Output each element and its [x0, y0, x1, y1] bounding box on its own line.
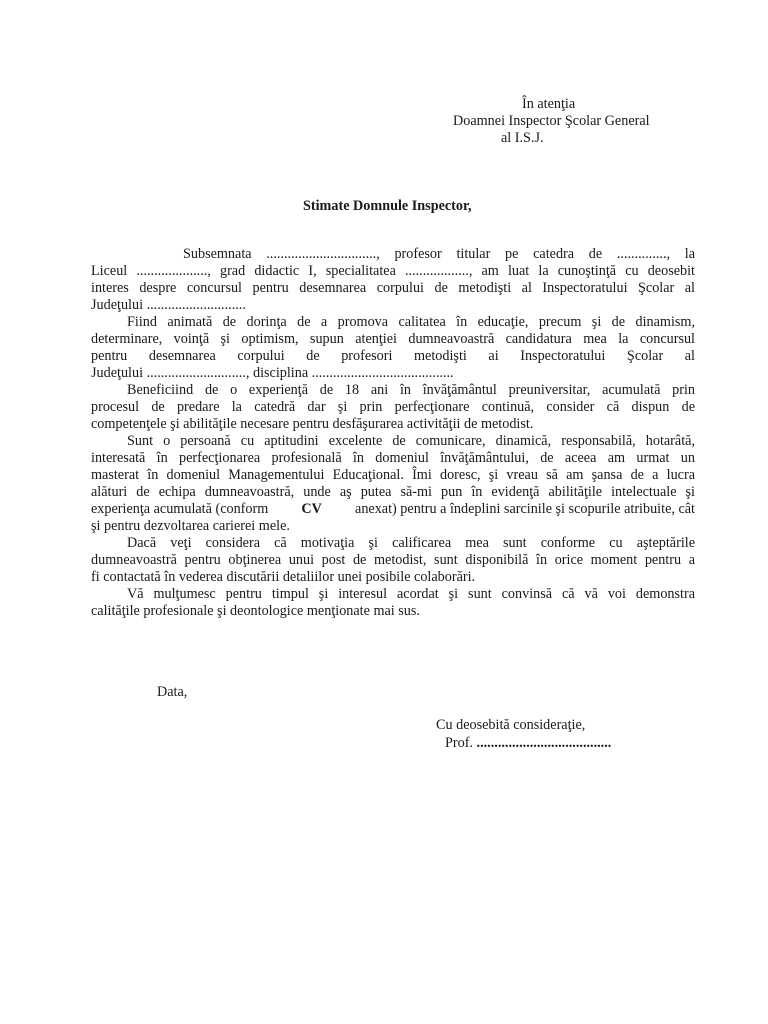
body-line: interes despre concursul pentru desemnarea corpului de metodişti al Inspectoratului Şcolar al [91, 280, 695, 296]
body-line: Vă mulţumesc pentru timpul şi interesul acordat şi sunt convinsă că vă voi demonstra [127, 586, 695, 602]
body-line: Sunt o persoană cu aptitudini excelente de comunicare, dinamică, responsabilă, hotarâtă, [127, 433, 695, 449]
body-line: alături de echipa dumneavoastră, unde aş putea să-mi pun în evidenţă abilităţile intelectuale şi [91, 484, 695, 500]
body-line: Subsemnata ..............................., profesor titular pe catedra de .............., la [183, 246, 695, 262]
date-label: Data, [157, 684, 188, 700]
body-line: dumneavoastră pentru obţinerea unui post de metodist, sunt disponibilă în orice moment pentru a [91, 552, 695, 568]
body-line: Judeţului ............................ [91, 297, 246, 313]
body-line: Dacă veţi considera că motivaţia şi calificarea mea sunt conforme cu aşteptările [127, 535, 695, 551]
body-line: Liceul ...................., grad didactic I, specialitatea .................., am luat la cunoştinţă cu deosebit [91, 263, 695, 279]
body-line: interesată în perfecţionarea profesională în domeniul învăţământului, de aceea am urmat un [91, 450, 695, 466]
recipient-line-1: În atenţia [522, 96, 576, 112]
body-line: Judeţului ............................, disciplina ........................................ [91, 365, 454, 381]
salutation: Stimate Domnule Inspector, [303, 198, 472, 214]
body-line: şi pentru dezvoltarea carierei mele. [91, 518, 290, 534]
body-line: fi contactată în vederea discutării detaliilor unei posibile colaborări. [91, 569, 476, 585]
body-line: calităţile profesionale şi deontologice menţionate mai sus. [91, 603, 420, 619]
body-line: procesul de predare la catedră dar şi prin perfecţionare continuă, consider că dispun de [91, 399, 695, 415]
body-line: determinare, voinţă şi optimism, supun atenţiei dumneavoastră candidatura mea la concursul [91, 331, 695, 347]
cv-emphasis: CV [301, 501, 322, 517]
recipient-line-3: al I.S.J. [501, 130, 544, 146]
body-line: Fiind animată de dorinţa de a promova calitatea în educaţie, precum şi de dinamism, [127, 314, 695, 330]
body-line: pentru desemnarea corpului de profesori metodişti ai Inspectoratului Şcolar al [91, 348, 695, 364]
body-line: competenţele şi abilităţile necesare pentru desfăşurarea activităţii de metodist. [91, 416, 534, 432]
closing-line: Cu deosebită consideraţie, [436, 717, 586, 733]
body-line [91, 502, 695, 516]
body-line: Beneficiind de o experienţă de 18 ani în învăţământul preuniversitar, acumulată prin [127, 382, 695, 398]
recipient-line-2: Doamnei Inspector Şcolar General [453, 113, 650, 129]
body-text: anexat) pentru a îndeplini sarcinile şi scopurile atribuite, cât [355, 501, 695, 517]
body-line: masterat în domeniul Managementului Educaţional. Îmi doresc, şi vreau să am şansa de a lucra [91, 467, 695, 483]
prof-label: Prof. [445, 735, 473, 751]
body-text: experienţa acumulată (conform [91, 501, 269, 517]
signature-placeholder: ...................................... [476, 735, 612, 751]
signature-line [445, 735, 611, 752]
